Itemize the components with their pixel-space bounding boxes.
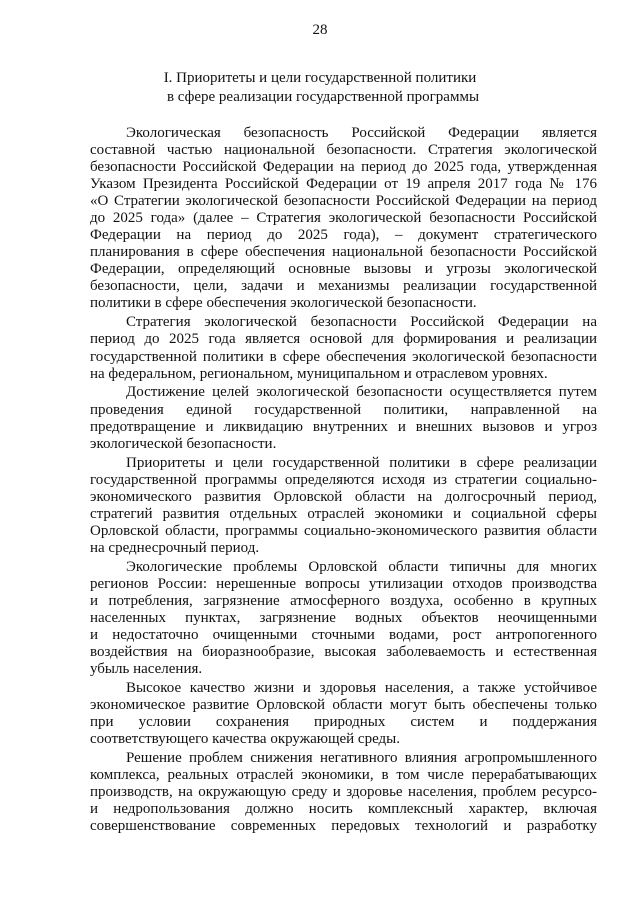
paragraph-line: Экологические проблемы Орловской области типичны для многих <box>126 558 597 575</box>
paragraph <box>90 680 597 748</box>
paragraph-line: экономическое развитие Орловской области могут быть обеспечены только <box>90 697 597 713</box>
section-heading-line-1: I. Приоритеты и цели государственной политики <box>163 70 477 86</box>
paragraph-line: на федеральном, региональном, муниципальном и отраслевом уровнях. <box>90 365 548 382</box>
paragraph-line: государственной программы определяются исходя из стратегии социально- <box>90 471 597 488</box>
paragraph-line: Федерации, определяющий основные вызовы и угрозы экологической <box>90 261 597 278</box>
paragraph-line: Приоритеты и цели государственной политики в сфере реализации <box>126 454 597 471</box>
paragraph <box>90 384 597 452</box>
paragraph-line: на среднесрочный период. <box>90 539 260 556</box>
paragraph-line: до 2025 года» (далее – Стратегия экологической безопасности Российской <box>90 210 597 227</box>
paragraph-line: и потребления, загрязнение атмосферного воздуха, особенно в крупных <box>90 592 597 609</box>
paragraph-line: Решение проблем снижения негативного влияния агропромышленного <box>126 750 597 767</box>
paragraph-line: воздействия на биоразнообразие, высокая заболеваемость и естественная <box>90 643 597 660</box>
body-text <box>90 125 597 837</box>
paragraph-line: безопасности Российской Федерации на период до 2025 года, утвержденная <box>90 159 597 176</box>
paragraph-line: государственной политики в сфере обеспечения экологической безопасности <box>90 348 597 365</box>
paragraph-line: Федерации на период до 2025 года), – документ стратегического <box>90 227 597 244</box>
paragraph-line: предотвращение и ликвидацию внутренних и внешних вызовов и угроз <box>90 418 597 435</box>
paragraph-line: Достижение целей экологической безопасности осуществляется путем <box>126 384 597 401</box>
paragraph-line: Указом Президента Российской Федерации от 19 апреля 2017 года № 176 <box>90 176 597 193</box>
paragraph-line: производств, на окружающую среду и здоровье населения, проблем ресурсо- <box>90 784 597 801</box>
section-heading <box>0 69 640 107</box>
paragraph <box>90 559 597 678</box>
paragraph-line: «О Стратегии экологической безопасности Российской Федерации на период <box>90 193 597 210</box>
page-number: 28 <box>312 22 328 38</box>
paragraph-line: Орловской области, программы социально-экономического развития области <box>90 522 597 539</box>
paragraph-line: населенных пунктах, загрязнение водных объектов неочищенными <box>90 609 597 626</box>
paragraph-line: проведения единой государственной политики, направленной на <box>90 401 597 418</box>
paragraph-line: экономического развития Орловской области на долгосрочный период, <box>90 488 597 505</box>
paragraph-line: стратегий развития отдельных отраслей экономики и социальной сферы <box>90 505 597 522</box>
paragraph-line: планирования в сфере обеспечения национальной безопасности Российской <box>90 244 597 261</box>
paragraph-line: и недостаточно очищенными сточными водами, рост антропогенного <box>90 626 597 643</box>
paragraph-line: при условии сохранения природных систем и поддержания <box>90 714 597 731</box>
paragraph-line: комплекса, реальных отраслей экономики, в том числе перерабатывающих <box>90 767 597 784</box>
paragraph-line: соответствующего качества окружающей среды. <box>90 731 401 748</box>
paragraph <box>90 750 597 835</box>
paragraph-line: и недропользования должно носить комплексный характер, включая <box>90 801 597 818</box>
paragraph <box>90 314 597 382</box>
paragraph-line: безопасности, цели, задачи и механизмы реализации государственной <box>90 278 597 295</box>
paragraph-line: Стратегия экологической безопасности Российской Федерации на <box>126 314 597 331</box>
paragraph-line: период до 2025 года является основой для формирования и реализации <box>90 331 597 348</box>
section-heading-line-2: в сфере реализации государственной программы <box>166 89 480 105</box>
paragraph-line: Экологическая безопасность Российской Федерации является <box>126 125 597 141</box>
paragraph <box>90 125 597 313</box>
paragraph <box>90 455 597 557</box>
paragraph-line: политики в сфере обеспечения экологической безопасности. <box>90 295 477 312</box>
paragraph-line: составной частью национальной безопасности. Стратегия экологической <box>90 142 597 159</box>
paragraph-line: Высокое качество жизни и здоровья населения, а также устойчивое <box>126 679 597 696</box>
paragraph-line: экологической безопасности. <box>90 435 277 452</box>
paragraph-line: совершенствование современных передовых технологий и разработку <box>90 818 597 835</box>
paragraph-line: убыль населения. <box>90 661 203 678</box>
paragraph-line: регионов России: нерешенные вопросы утилизации отходов производства <box>90 575 597 592</box>
